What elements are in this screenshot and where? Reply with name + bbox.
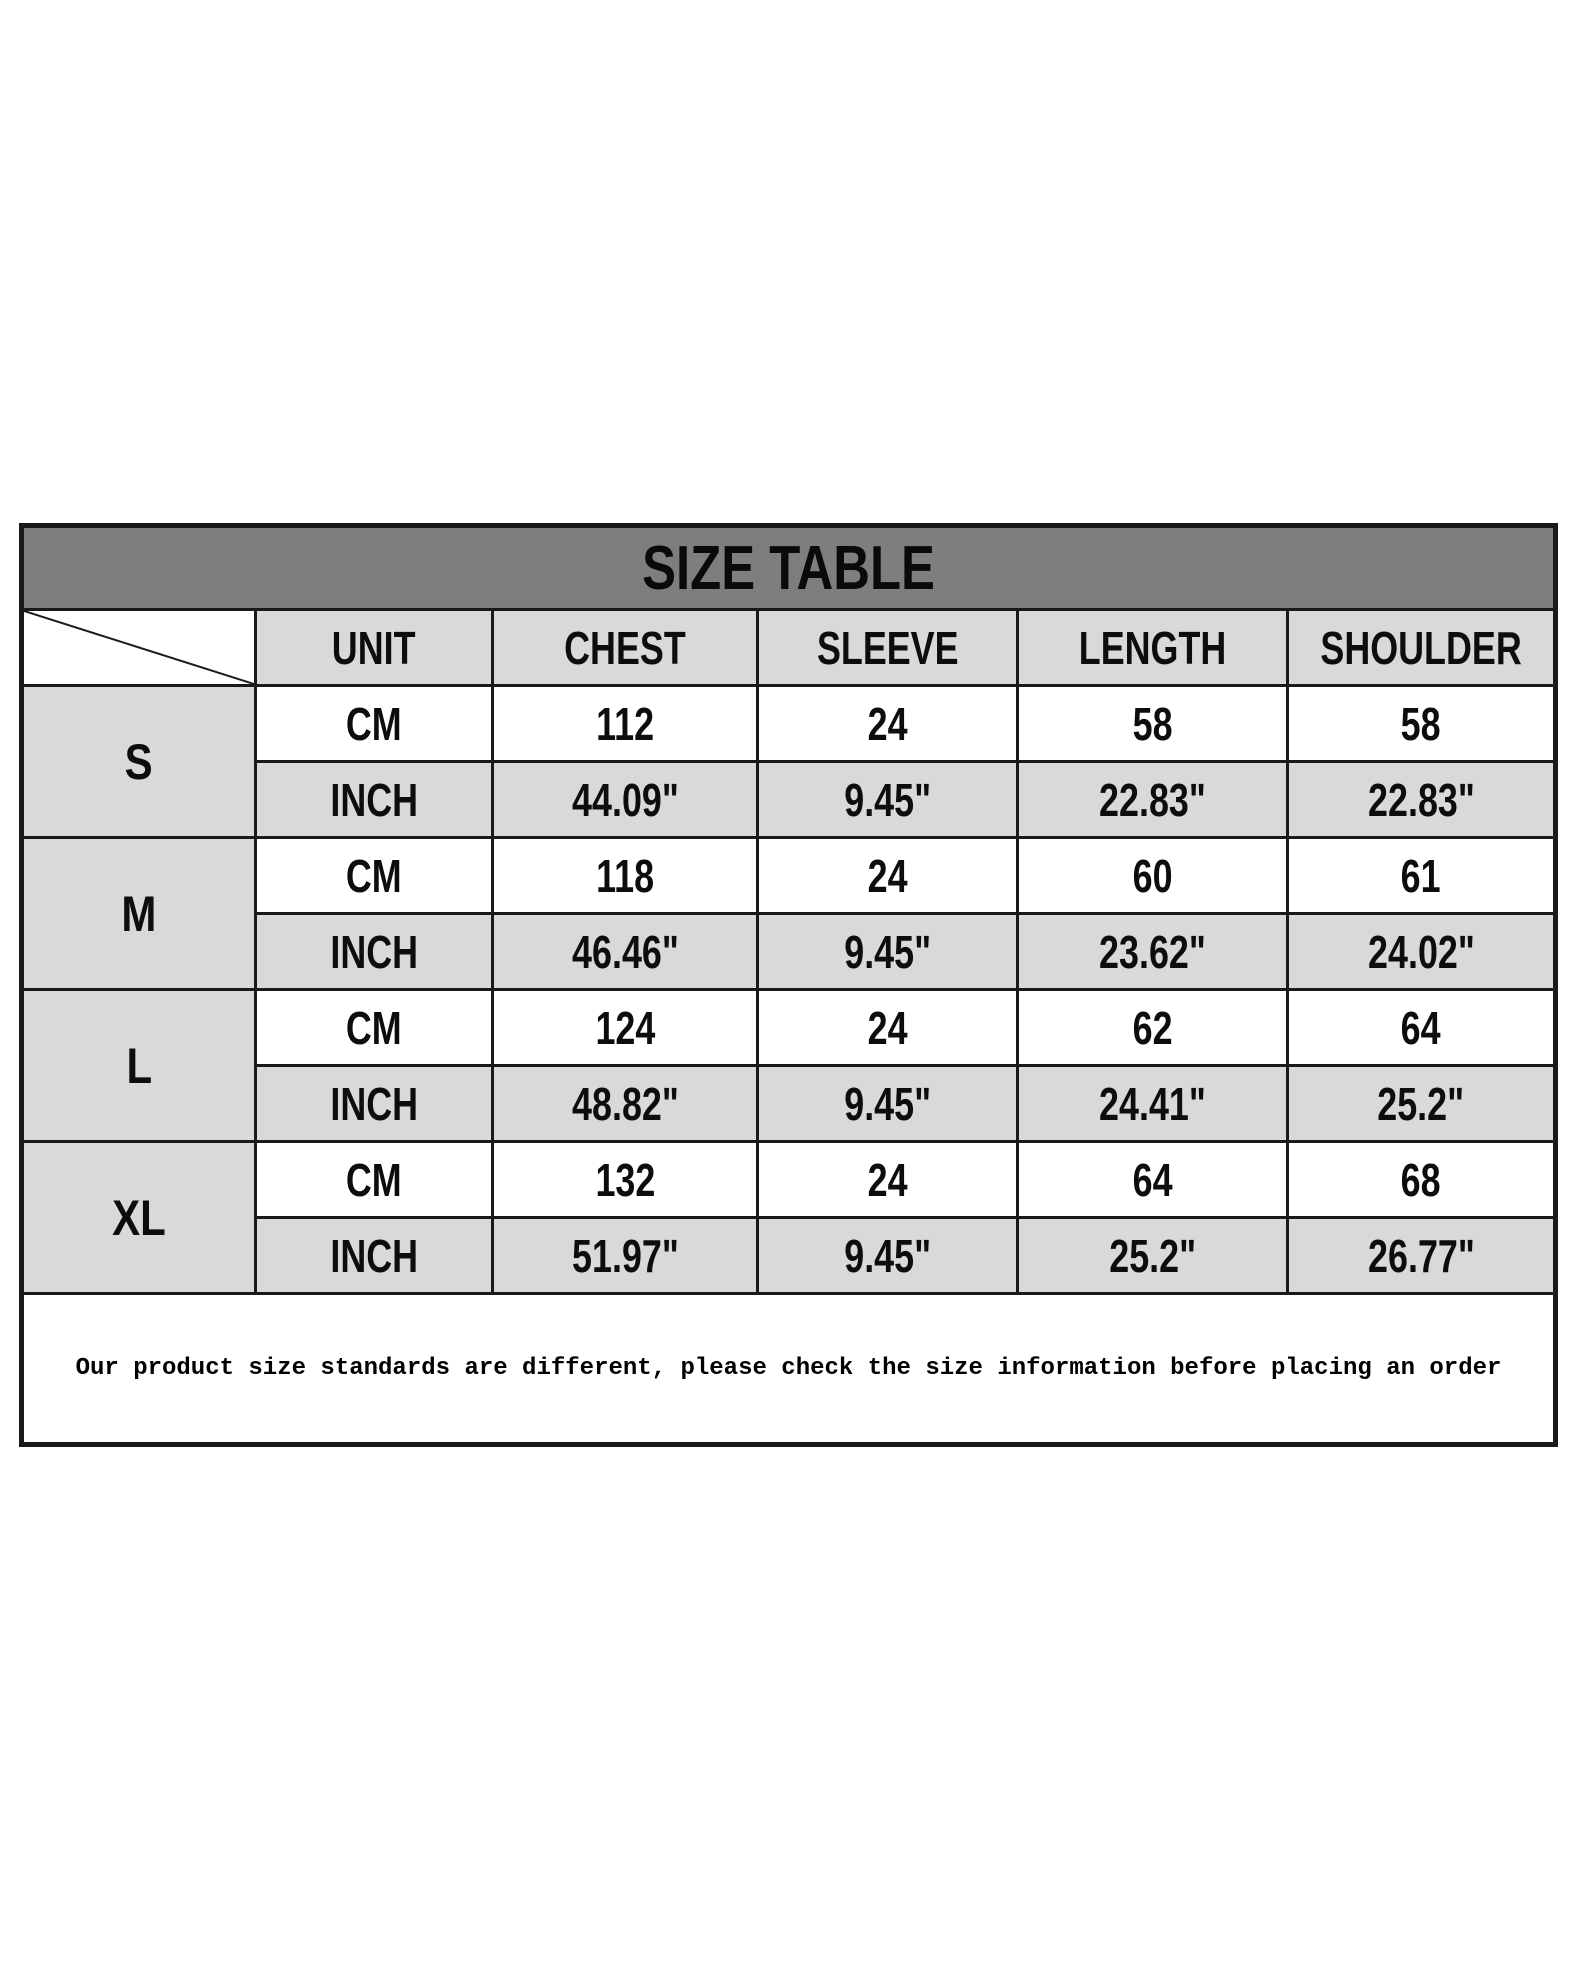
column-header-chest: CHEST (493, 610, 758, 686)
value-l-inch-chest: 48.82" (493, 1066, 758, 1142)
value-s-inch-chest: 44.09" (493, 762, 758, 838)
value-xl-inch-sleeve: 9.45" (758, 1218, 1018, 1294)
unit-label-inch: INCH (256, 1066, 493, 1142)
value-xl-inch-chest: 51.97" (493, 1218, 758, 1294)
value-s-inch-sleeve: 9.45" (758, 762, 1018, 838)
value-m-inch-length: 23.62" (1018, 914, 1288, 990)
value-s-cm-sleeve: 24 (758, 686, 1018, 762)
header-row (22, 610, 1556, 686)
value-xl-inch-shoulder: 26.77" (1288, 1218, 1556, 1294)
value-s-inch-length: 22.83" (1018, 762, 1288, 838)
size-label-m: M (22, 838, 256, 990)
row-xl-cm (22, 1142, 1556, 1218)
value-m-cm-shoulder: 61 (1288, 838, 1556, 914)
size-label-xl: XL (22, 1142, 256, 1294)
row-s-cm (22, 686, 1556, 762)
size-unit-diagonal-cell (22, 610, 256, 686)
unit-label-inch: INCH (256, 762, 493, 838)
table-title: SIZE TABLE (642, 533, 935, 603)
value-l-cm-length: 62 (1018, 990, 1288, 1066)
size-label-s: S (22, 686, 256, 838)
row-l-cm (22, 990, 1556, 1066)
value-m-cm-sleeve: 24 (758, 838, 1018, 914)
value-s-cm-chest: 112 (493, 686, 758, 762)
value-xl-cm-length: 64 (1018, 1142, 1288, 1218)
value-l-inch-sleeve: 9.45" (758, 1066, 1018, 1142)
unit-label-inch: INCH (256, 1218, 493, 1294)
value-m-inch-sleeve: 9.45" (758, 914, 1018, 990)
value-l-cm-sleeve: 24 (758, 990, 1018, 1066)
unit-label-cm: CM (256, 686, 493, 762)
value-xl-cm-chest: 132 (493, 1142, 758, 1218)
value-m-cm-chest: 118 (493, 838, 758, 914)
unit-label-cm: CM (256, 1142, 493, 1218)
title-row (22, 526, 1556, 610)
size-label-l: L (22, 990, 256, 1142)
value-s-cm-length: 58 (1018, 686, 1288, 762)
value-s-cm-shoulder: 58 (1288, 686, 1556, 762)
value-xl-inch-length: 25.2" (1018, 1218, 1288, 1294)
value-m-inch-chest: 46.46" (493, 914, 758, 990)
value-l-inch-shoulder: 25.2" (1288, 1066, 1556, 1142)
diagonal-line-icon (24, 611, 254, 684)
size-table (19, 523, 1558, 1447)
column-header-sleeve: SLEEVE (758, 610, 1018, 686)
value-l-inch-length: 24.41" (1018, 1066, 1288, 1142)
table-title-cell (22, 526, 1556, 610)
unit-label-inch: INCH (256, 914, 493, 990)
value-xl-cm-sleeve: 24 (758, 1142, 1018, 1218)
size-note: Our product size standards are different, please check the size information before placing an order (75, 1355, 1502, 1382)
unit-label-cm: CM (256, 838, 493, 914)
column-header-unit: UNIT (256, 610, 493, 686)
row-m-cm (22, 838, 1556, 914)
note-cell (22, 1294, 1556, 1445)
note-row (22, 1294, 1556, 1445)
value-l-cm-shoulder: 64 (1288, 990, 1556, 1066)
value-xl-cm-shoulder: 68 (1288, 1142, 1556, 1218)
value-l-cm-chest: 124 (493, 990, 758, 1066)
value-s-inch-shoulder: 22.83" (1288, 762, 1556, 838)
value-m-cm-length: 60 (1018, 838, 1288, 914)
unit-label-cm: CM (256, 990, 493, 1066)
value-m-inch-shoulder: 24.02" (1288, 914, 1556, 990)
column-header-shoulder: SHOULDER (1288, 610, 1556, 686)
column-header-length: LENGTH (1018, 610, 1288, 686)
